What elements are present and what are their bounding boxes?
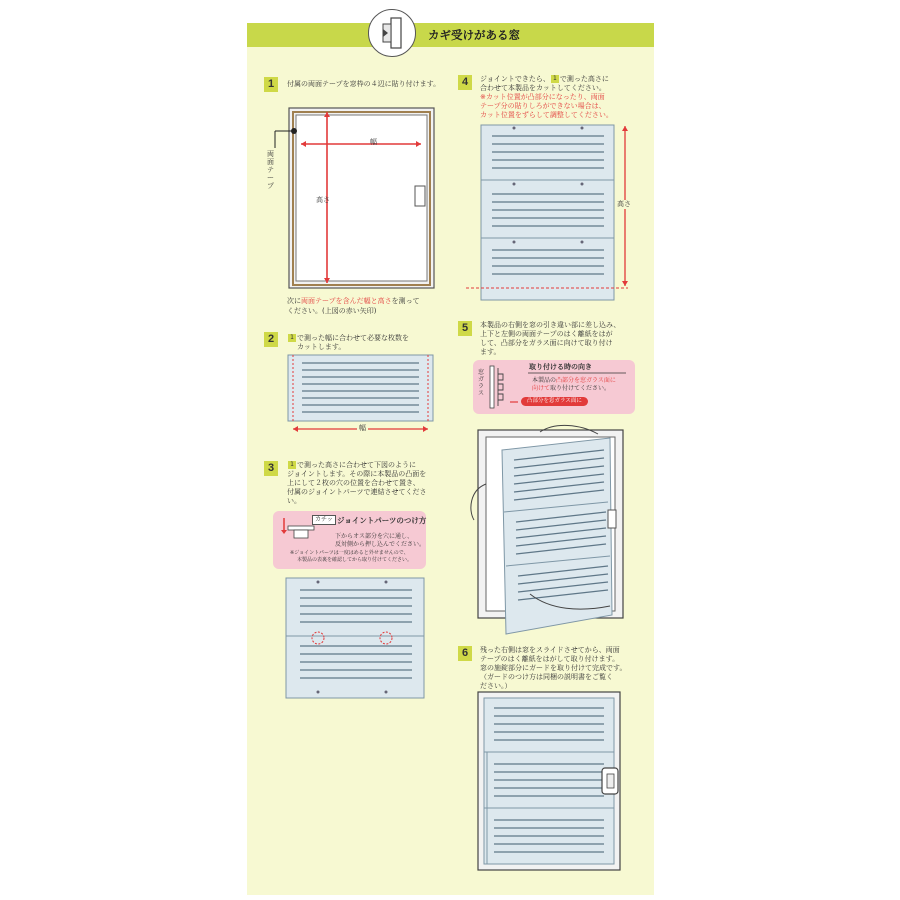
step-1-window-diagram bbox=[265, 100, 445, 300]
step-4-number: 4 bbox=[458, 75, 472, 90]
step-4-text-line2: 合わせて本製品をカットしてください。 bbox=[480, 84, 606, 92]
step-2-text: 1 で測った幅に合わせて必要な枚数を bbox=[287, 334, 409, 343]
step-1-note-line2: ください。(上図の赤い矢印) bbox=[287, 307, 377, 315]
step-6-number: 6 bbox=[458, 646, 472, 661]
step-3-text-line3: 上にして２枚の穴の位置を合わせて置き、 bbox=[287, 479, 420, 487]
step-4-warning-2: テープ分の貼りしろができない場合は、 bbox=[480, 102, 606, 110]
orientation-pill: 凸部分を窓ガラス面に bbox=[521, 397, 588, 406]
step-3-text-line4: 付属のジョイントパーツで連結させてくださ bbox=[287, 488, 427, 496]
step-4-film-diagram bbox=[478, 122, 638, 304]
window-latch-icon bbox=[368, 9, 416, 57]
orientation-line1: 本製品の凸部分を窓ガラス面に bbox=[532, 377, 616, 384]
joint-box-line2: 反対側から押し込んでください。 bbox=[335, 541, 426, 548]
step-5-text-line4: ます。 bbox=[480, 348, 501, 356]
click-label: カチッ bbox=[312, 515, 336, 525]
step-6-text-line3: 窓の施錠部分にガードを取り付けて完成です。 bbox=[480, 664, 627, 672]
window-glass-label: 窓ガラス bbox=[478, 369, 485, 397]
step-5-text: 本製品の右側を窓の引き違い部に差し込み、 bbox=[480, 321, 621, 329]
step-6-text-line2: テープのはく離紙をはがして取り付けます。 bbox=[480, 655, 620, 663]
step-6-text: 残った右側は窓をスライドさせてから、両面 bbox=[480, 646, 620, 654]
joint-box-note1: ※ジョイントパーツは一度はめると外せませんので、 bbox=[290, 550, 409, 556]
orientation-box-title: 取り付ける時の向き bbox=[529, 363, 592, 371]
step-1-number: 1 bbox=[264, 77, 278, 92]
step-4-warning-3: カット位置をずらして調整してください。 bbox=[480, 111, 613, 119]
orientation-divider bbox=[528, 372, 626, 374]
step-4-warning-1: ※カット位置が凸部分になったり、両面 bbox=[480, 93, 605, 101]
step-5-number: 5 bbox=[458, 321, 472, 336]
orientation-line2: 向けて取り付けてください。 bbox=[532, 385, 611, 392]
step-6-text-line4: （ガードのつけ方は同梱の説明書をご覧く bbox=[480, 673, 613, 681]
step-3-text-line5: い。 bbox=[287, 497, 301, 505]
step-6-text-line5: ださい。） bbox=[480, 682, 512, 690]
step-1-text: 付属の両面テープを窓枠の４辺に貼り付けます。 bbox=[287, 80, 441, 88]
step-3-text-line2: ジョイントします。その際に本製品の凸面を bbox=[287, 470, 427, 478]
step-3-joined-film-diagram bbox=[286, 578, 431, 703]
page-title: カギ受けがある窓 bbox=[428, 28, 520, 42]
height-label: 高さ bbox=[316, 196, 330, 204]
step-5-text-line3: して、凸部分をガラス面に向けて取り付け bbox=[480, 339, 613, 347]
step-2-text-line2: カットします。 bbox=[297, 343, 346, 351]
step-3-text: 1 で測った高さに合わせて下図のように bbox=[287, 461, 416, 470]
step-2-number: 2 bbox=[264, 332, 278, 347]
width-label: 幅 bbox=[370, 138, 377, 146]
step-1-note: 次に両面テープを含んだ幅と高さを測って bbox=[287, 297, 420, 305]
joint-box-title: ジョイントパーツのつけ方 bbox=[337, 516, 427, 525]
tape-label: 両面テープ bbox=[267, 150, 274, 190]
step-2-film-diagram bbox=[288, 355, 438, 425]
step-4-height-label: 高さ bbox=[617, 200, 631, 208]
joint-box-line1: 下からオス部分を穴に通し、 bbox=[335, 533, 413, 540]
step-5-install-diagram bbox=[460, 420, 635, 640]
step-6-complete-diagram bbox=[476, 690, 626, 875]
step-2-width-label: 幅 bbox=[359, 424, 366, 432]
step-5-text-line2: 上下と左側の両面テープのはく離紙をはが bbox=[480, 330, 613, 338]
step-4-text: ジョイントできたら、 1 で測った高さに bbox=[480, 75, 609, 83]
step-3-number: 3 bbox=[264, 461, 278, 476]
joint-box-note2: 本製品の表裏を確認してから取り付けてください。 bbox=[297, 557, 413, 563]
